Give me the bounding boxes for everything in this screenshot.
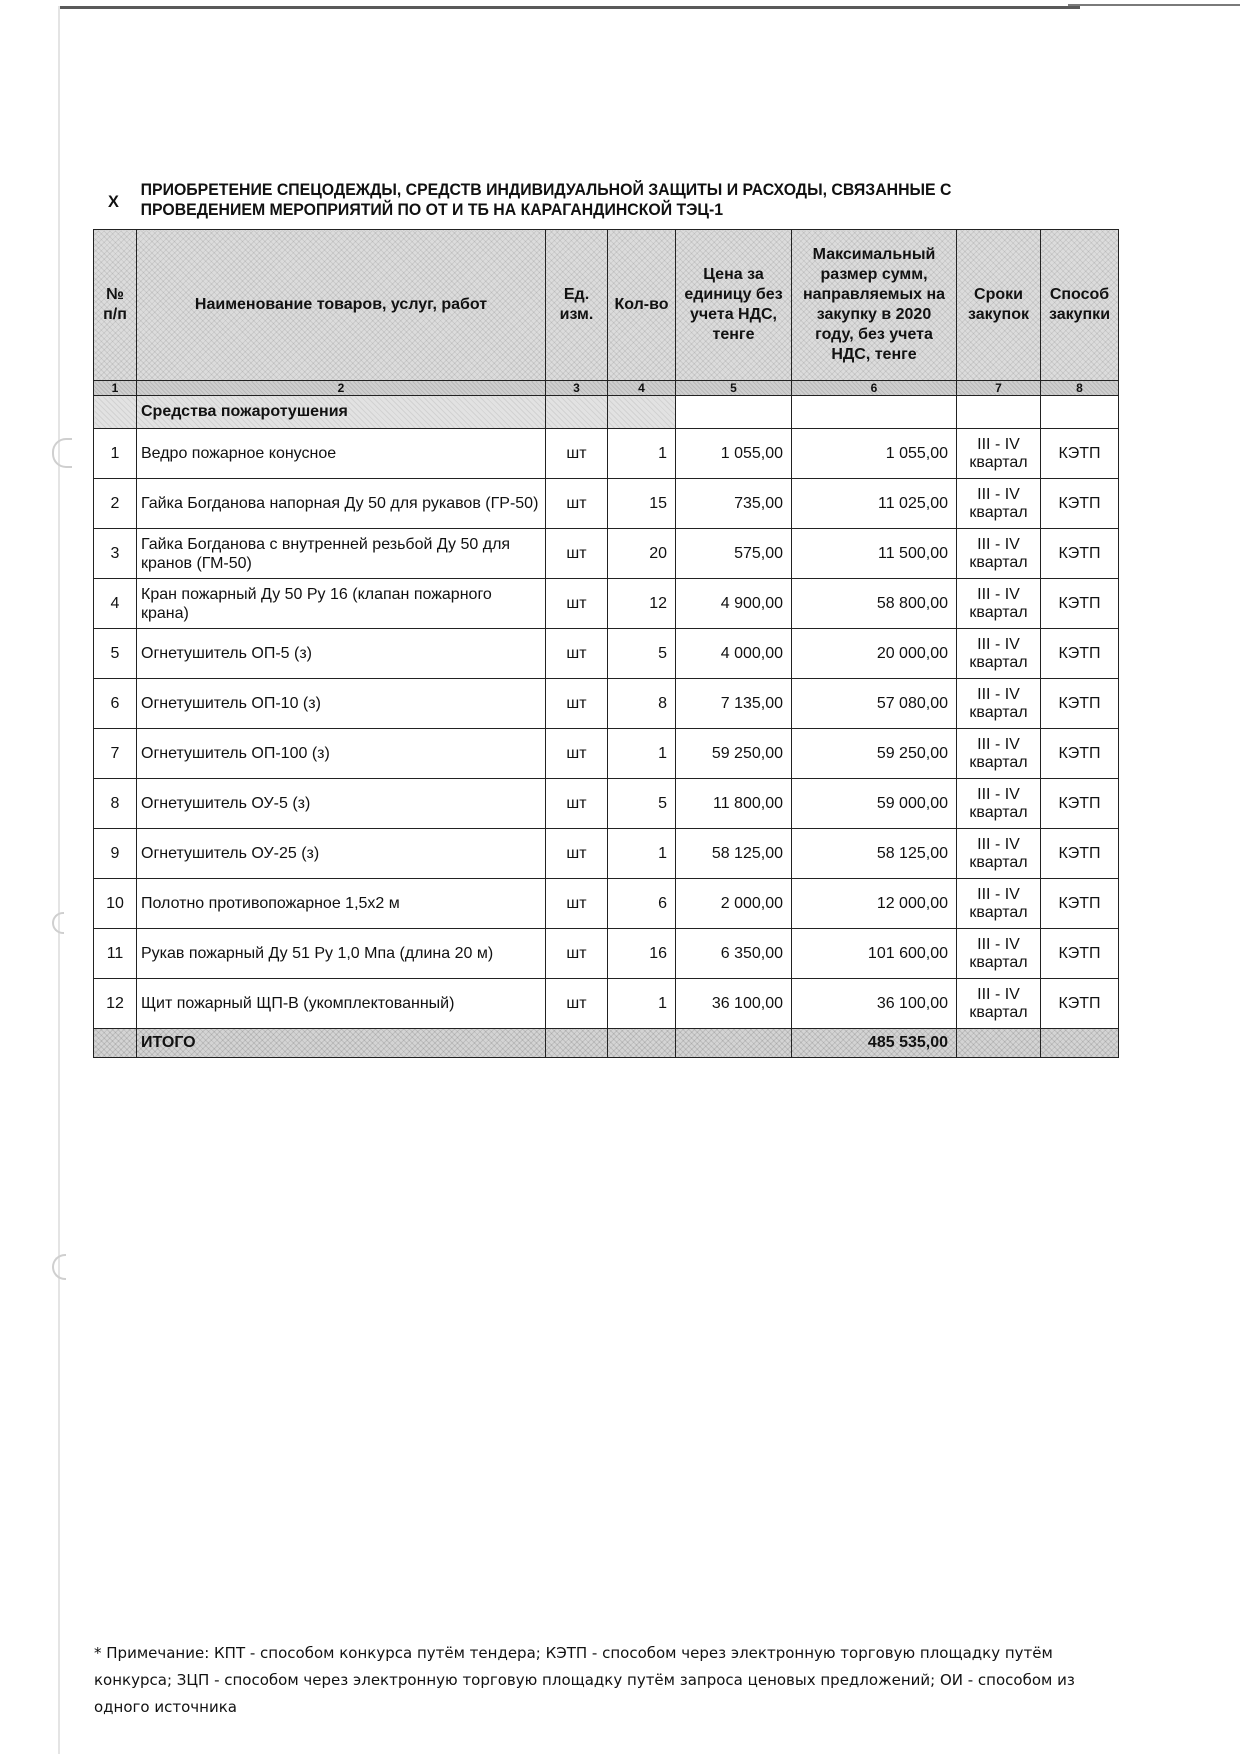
column-number: 1 <box>94 381 137 396</box>
row-index: 8 <box>94 779 137 829</box>
item-price: 575,00 <box>676 529 792 579</box>
item-qty: 6 <box>608 879 676 929</box>
item-unit: шт <box>546 429 608 479</box>
col-header-index: № п/п <box>94 230 137 381</box>
total-cell-empty <box>957 1029 1041 1058</box>
row-index: 6 <box>94 679 137 729</box>
item-sum: 1 055,00 <box>792 429 957 479</box>
table-row <box>94 929 1119 979</box>
item-sum: 36 100,00 <box>792 979 957 1029</box>
item-price: 7 135,00 <box>676 679 792 729</box>
row-index: 1 <box>94 429 137 479</box>
item-term: III - IV квартал <box>957 729 1041 779</box>
binder-hole-mark <box>52 912 64 934</box>
item-sum: 101 600,00 <box>792 929 957 979</box>
group-cell-empty <box>1041 396 1119 429</box>
row-index: 7 <box>94 729 137 779</box>
total-label: ИТОГО <box>137 1029 546 1058</box>
row-index: 9 <box>94 829 137 879</box>
footnote: * Примечание: КПТ - способом конкурса путём тендера; КЭТП - способом через электронную торговую площадку путём конкурса; ЗЦП - способом через электронную торговую площадку путём запроса ценовых предложений; ОИ - способом из одного источника <box>94 1644 1075 1716</box>
total-cell-empty <box>94 1029 137 1058</box>
item-method: КЭТП <box>1041 429 1119 479</box>
item-term: III - IV квартал <box>957 929 1041 979</box>
item-method: КЭТП <box>1041 679 1119 729</box>
item-term: III - IV квартал <box>957 829 1041 879</box>
item-term: III - IV квартал <box>957 779 1041 829</box>
binder-hole-mark <box>52 1254 66 1280</box>
table-row <box>94 429 1119 479</box>
item-unit: шт <box>546 729 608 779</box>
item-unit: шт <box>546 929 608 979</box>
item-unit: шт <box>546 629 608 679</box>
item-unit: шт <box>546 529 608 579</box>
item-price: 11 800,00 <box>676 779 792 829</box>
group-title: Средства пожаротушения <box>137 396 546 429</box>
row-index: 5 <box>94 629 137 679</box>
table-row <box>94 779 1119 829</box>
item-term: III - IV квартал <box>957 629 1041 679</box>
item-name: Огнетушитель ОП-10 (з) <box>137 679 546 729</box>
item-price: 735,00 <box>676 479 792 529</box>
row-index: 4 <box>94 579 137 629</box>
col-header-price: Цена за единицу без учета НДС, тенге <box>676 230 792 381</box>
total-cell-empty <box>608 1029 676 1058</box>
col-header-method: Способ закупки <box>1041 230 1119 381</box>
item-method: КЭТП <box>1041 579 1119 629</box>
item-sum: 58 125,00 <box>792 829 957 879</box>
item-unit: шт <box>546 679 608 729</box>
total-row <box>94 1029 1119 1058</box>
section-number: X <box>108 192 119 211</box>
item-term: III - IV квартал <box>957 579 1041 629</box>
item-qty: 5 <box>608 779 676 829</box>
group-cell-empty <box>94 396 137 429</box>
total-cell-empty <box>546 1029 608 1058</box>
col-header-sum: Максимальный размер сумм, направляемых на закупку в 2020 году, без учета НДС, тенге <box>792 230 957 381</box>
section-title: ПРИОБРЕТЕНИЕ СПЕЦОДЕЖДЫ, СРЕДСТВ ИНДИВИДУАЛЬНОЙ ЗАЩИТЫ И РАСХОДЫ, СВЯЗАННЫЕ С ПРОВЕДЕНИЕМ МЕРОПРИЯТИЙ ПО ОТ И ТБ НА КАРАГАНДИНСКОЙ ТЭЦ-1 <box>140 181 952 219</box>
item-name: Ведро пожарное конусное <box>137 429 546 479</box>
item-unit: шт <box>546 779 608 829</box>
item-term: III - IV квартал <box>957 879 1041 929</box>
item-unit: шт <box>546 479 608 529</box>
item-name: Огнетушитель ОУ-5 (з) <box>137 779 546 829</box>
item-method: КЭТП <box>1041 779 1119 829</box>
group-cell-empty <box>608 396 676 429</box>
total-sum: 485 535,00 <box>792 1029 957 1058</box>
item-sum: 59 250,00 <box>792 729 957 779</box>
scan-edge-top <box>60 6 1080 9</box>
group-row <box>94 396 1119 429</box>
row-index: 3 <box>94 529 137 579</box>
row-index: 11 <box>94 929 137 979</box>
item-sum: 20 000,00 <box>792 629 957 679</box>
item-name: Полотно противопожарное 1,5х2 м <box>137 879 546 929</box>
table-row <box>94 729 1119 779</box>
item-term: III - IV квартал <box>957 429 1041 479</box>
item-price: 6 350,00 <box>676 929 792 979</box>
item-qty: 8 <box>608 679 676 729</box>
item-name: Гайка Богданова напорная Ду 50 для рукавов (ГР-50) <box>137 479 546 529</box>
column-number: 3 <box>546 381 608 396</box>
item-price: 4 900,00 <box>676 579 792 629</box>
item-price: 59 250,00 <box>676 729 792 779</box>
total-cell-empty <box>1041 1029 1119 1058</box>
item-price: 2 000,00 <box>676 879 792 929</box>
item-name: Щит пожарный ЩП-В (укомплектованный) <box>137 979 546 1029</box>
table-row <box>94 979 1119 1029</box>
total-cell-empty <box>676 1029 792 1058</box>
item-sum: 12 000,00 <box>792 879 957 929</box>
item-sum: 57 080,00 <box>792 679 957 729</box>
item-qty: 1 <box>608 729 676 779</box>
item-method: КЭТП <box>1041 929 1119 979</box>
column-number: 8 <box>1041 381 1119 396</box>
column-number: 4 <box>608 381 676 396</box>
row-index: 2 <box>94 479 137 529</box>
item-price: 1 055,00 <box>676 429 792 479</box>
group-cell-empty <box>676 396 792 429</box>
item-qty: 1 <box>608 429 676 479</box>
col-header-term: Сроки закупок <box>957 230 1041 381</box>
column-number-row <box>94 381 1119 396</box>
item-name: Рукав пожарный Ду 51 Ру 1,0 Мпа (длина 20 м) <box>137 929 546 979</box>
item-method: КЭТП <box>1041 529 1119 579</box>
row-index: 10 <box>94 879 137 929</box>
item-unit: шт <box>546 579 608 629</box>
item-price: 58 125,00 <box>676 829 792 879</box>
group-cell-empty <box>957 396 1041 429</box>
item-unit: шт <box>546 829 608 879</box>
table-row <box>94 829 1119 879</box>
procurement-table <box>93 229 1119 1058</box>
binder-hole-mark <box>52 438 72 468</box>
item-unit: шт <box>546 879 608 929</box>
item-term: III - IV квартал <box>957 679 1041 729</box>
table-row <box>94 529 1119 579</box>
group-cell-empty <box>546 396 608 429</box>
col-header-unit: Ед. изм. <box>546 230 608 381</box>
item-sum: 59 000,00 <box>792 779 957 829</box>
item-method: КЭТП <box>1041 629 1119 679</box>
item-term: III - IV квартал <box>957 979 1041 1029</box>
item-qty: 20 <box>608 529 676 579</box>
column-number: 7 <box>957 381 1041 396</box>
item-qty: 15 <box>608 479 676 529</box>
item-unit: шт <box>546 979 608 1029</box>
column-number: 2 <box>137 381 546 396</box>
item-method: КЭТП <box>1041 879 1119 929</box>
group-cell-empty <box>792 396 957 429</box>
item-name: Огнетушитель ОУ-25 (з) <box>137 829 546 879</box>
item-method: КЭТП <box>1041 829 1119 879</box>
col-header-qty: Кол-во <box>608 230 676 381</box>
item-name: Гайка Богданова с внутренней резьбой Ду 50 для кранов (ГМ-50) <box>137 529 546 579</box>
item-price: 4 000,00 <box>676 629 792 679</box>
item-method: КЭТП <box>1041 979 1119 1029</box>
column-number: 5 <box>676 381 792 396</box>
table-row <box>94 579 1119 629</box>
scan-edge-top-right <box>1068 4 1240 6</box>
item-method: КЭТП <box>1041 729 1119 779</box>
item-sum: 11 500,00 <box>792 529 957 579</box>
item-qty: 1 <box>608 829 676 879</box>
item-term: III - IV квартал <box>957 479 1041 529</box>
item-method: КЭТП <box>1041 479 1119 529</box>
table-row <box>94 479 1119 529</box>
col-header-name: Наименование товаров, услуг, работ <box>137 230 546 381</box>
table-row <box>94 679 1119 729</box>
item-qty: 12 <box>608 579 676 629</box>
item-term: III - IV квартал <box>957 529 1041 579</box>
item-name: Огнетушитель ОП-100 (з) <box>137 729 546 779</box>
item-name: Кран пожарный Ду 50 Ру 16 (клапан пожарного крана) <box>137 579 546 629</box>
scan-edge-left <box>58 6 60 1754</box>
item-qty: 5 <box>608 629 676 679</box>
item-qty: 1 <box>608 979 676 1029</box>
table-row <box>94 629 1119 679</box>
item-name: Огнетушитель ОП-5 (з) <box>137 629 546 679</box>
item-sum: 58 800,00 <box>792 579 957 629</box>
column-number: 6 <box>792 381 957 396</box>
table-row <box>94 879 1119 929</box>
item-price: 36 100,00 <box>676 979 792 1029</box>
header-row <box>94 230 1119 381</box>
item-sum: 11 025,00 <box>792 479 957 529</box>
item-qty: 16 <box>608 929 676 979</box>
row-index: 12 <box>94 979 137 1029</box>
